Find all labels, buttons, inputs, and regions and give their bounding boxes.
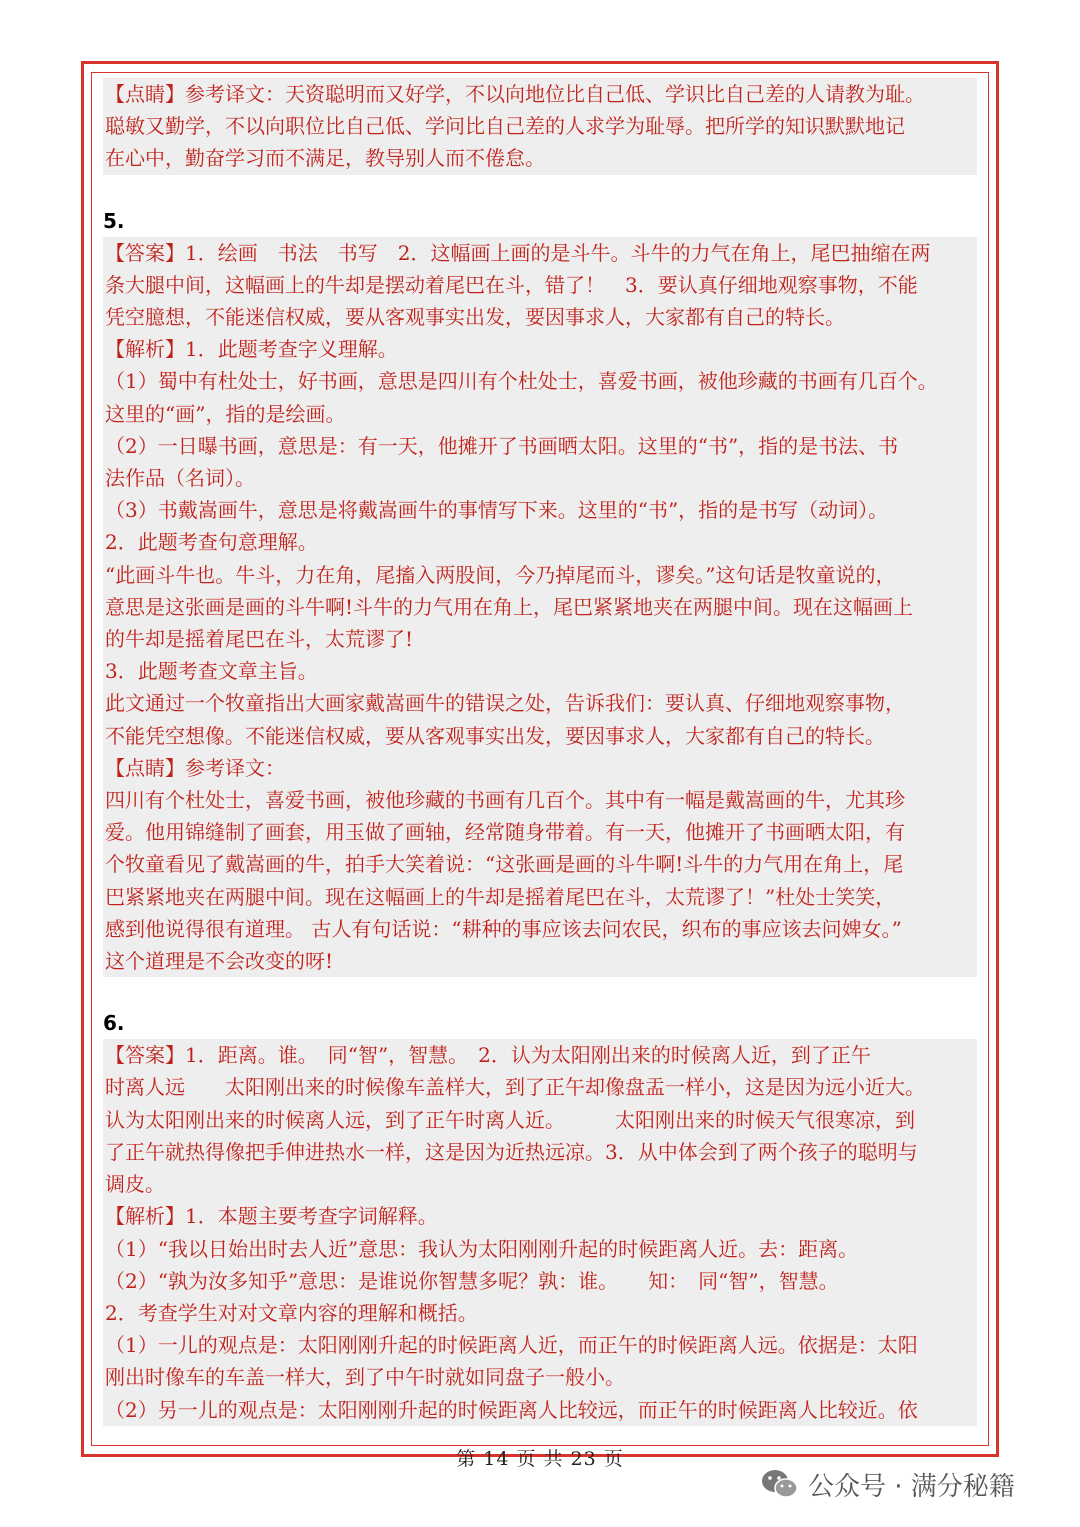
text-line: 2．考查学生对对文章内容的理解和概括。 [105, 1300, 478, 1325]
text-line: （3）书戴嵩画牛，意思是将戴嵩画牛的事情写下来。这里的“书”，指的是书写（动词）。 [105, 498, 889, 523]
watermark-text: 公众号 · 满分秘籍 [808, 1471, 1015, 1502]
watermark [760, 1462, 1015, 1506]
text-line: （2）“孰为汝多知乎”意思：是谁说你智慧多呢？孰：谁。 知： 同“智”，智慧。 [105, 1268, 839, 1293]
text-line: 【解析】1．本题主要考查字词解释。 [105, 1204, 438, 1229]
text-line: （2）另一儿的观点是：太阳刚刚升起的时候距离人比较远，而正午的时候距离人比较近。依 [105, 1397, 918, 1422]
section-block [103, 78, 977, 175]
text-line: 【点睛】参考译文： [105, 755, 285, 780]
text-line: （1）蜀中有杜处士，好书画，意思是四川有个杜处士，喜爱书画，被他珍藏的书画有几百个。 [105, 369, 938, 394]
text-line: 在心中，勤奋学习而不满足，教导别人而不倦怠。 [105, 146, 545, 171]
section-block [103, 237, 977, 978]
text-line: 此文通过一个牧童指出大画家戴嵩画牛的错误之处，告诉我们：要认真、仔细地观察事物， [105, 691, 905, 716]
text-line: （1）一儿的观点是：太阳刚刚升起的时候距离人近，而正午的时候距离人远。依据是：太阳 [105, 1333, 918, 1358]
text-line: 条大腿中间，这幅画上的牛却是摆动着尾巴在斗，错了！ 3．要认真仔细地观察事物，不能 [105, 272, 918, 297]
text-line: 认为太阳刚出来的时候离人远，到了正午时离人近。 太阳刚出来的时候天气很寒凉，到 [105, 1107, 915, 1132]
text-line: 2．此题考查句意理解。 [105, 530, 318, 555]
text-line: 【点睛】参考译文：天资聪明而又好学，不以向地位比自己低、学识比自己差的人请教为耻。 [105, 82, 925, 106]
text-line: “此画斗牛也。牛斗，力在角，尾搐入两股间，今乃掉尾而斗，谬矣。”这句话是牧童说的， [105, 562, 896, 587]
text-line: 巴紧紧地夹在两腿中间。现在这幅画上的牛却是摇着尾巴在斗，太荒谬了！”杜处士笑笑， [105, 884, 896, 909]
text-line: 3．此题考查文章主旨。 [105, 659, 318, 684]
text-line: 四川有个杜处士，喜爱书画，被他珍藏的书画有几百个。其中有一幅是戴嵩画的牛，尤其珍 [105, 788, 905, 813]
question-number: 6. [103, 1011, 125, 1036]
text-line: 【答案】1．绘画 书法 书写 2．这幅画上画的是斗牛。斗牛的力气在角上，尾巴抽缩在两 [105, 240, 931, 265]
text-line: 时离人远 太阳刚出来的时候像车盖样大，到了正午却像盘盂一样小，这是因为远小近大。 [105, 1075, 925, 1100]
page-number: 第 14 页 共 23 页 [456, 1448, 624, 1470]
text-line: 不能凭空想像。不能迷信权威，要从客观事实出发，要因事求人，大家都有自己的特长。 [105, 723, 885, 748]
text-line: 法作品（名词）。 [105, 466, 255, 491]
text-line: 这里的“画”，指的是绘画。 [105, 401, 346, 426]
text-line: 个牧童看见了戴嵩画的牛，拍手大笑着说：“这张画是画的斗牛啊!斗牛的力气用在角上，尾 [105, 852, 904, 877]
text-line: 这个道理是不会改变的呀! [105, 949, 334, 974]
text-line: 的牛却是摇着尾巴在斗，太荒谬了! [105, 627, 414, 652]
text-line: 感到他说得很有道理。 古人有句话说：“耕种的事应该去问农民，织布的事应该去问婢女。” [105, 916, 902, 941]
text-line: 凭空臆想，不能迷信权威，要从客观事实出发，要因事求人，大家都有自己的特长。 [105, 305, 845, 330]
text-line: 爱。他用锦缝制了画套，用玉做了画轴，经常随身带着。有一天，他摊开了书画晒太阳，有 [105, 820, 905, 845]
document-content [103, 78, 977, 1426]
text-line: 聪敏又勤学，不以向职位比自己低、学问比自己差的人求学为耻辱。把所学的知识默默地记 [105, 114, 905, 139]
text-line: 了正午就热得像把手伸进热水一样，这是因为近热远凉。3．从中体会到了两个孩子的聪明与 [105, 1139, 918, 1164]
wechat-icon [760, 1468, 800, 1500]
section-block [103, 1039, 977, 1425]
question-number: 5. [103, 208, 125, 233]
text-line: 【解析】1．此题考查字义理解。 [105, 337, 398, 362]
text-line: （2）一日曝书画，意思是：有一天，他摊开了书画晒太阳。这里的“书”，指的是书法、书 [105, 433, 899, 458]
text-line: （1）“我以日始出时去人近”意思：我认为太阳刚刚升起的时候距离人近。去：距离。 [105, 1236, 859, 1261]
text-line: 刚出时像车的车盖一样大，到了中午时就如同盘子一般小。 [105, 1365, 625, 1390]
text-line: 调皮。 [105, 1172, 165, 1197]
text-line: 【答案】1．距离。谁。 同“智”，智慧。 2．认为太阳刚出来的时候离人近，到了正午 [105, 1043, 871, 1068]
text-line: 意思是这张画是画的斗牛啊!斗牛的力气用在角上，尾巴紧紧地夹在两腿中间。现在这幅画上 [105, 594, 914, 619]
